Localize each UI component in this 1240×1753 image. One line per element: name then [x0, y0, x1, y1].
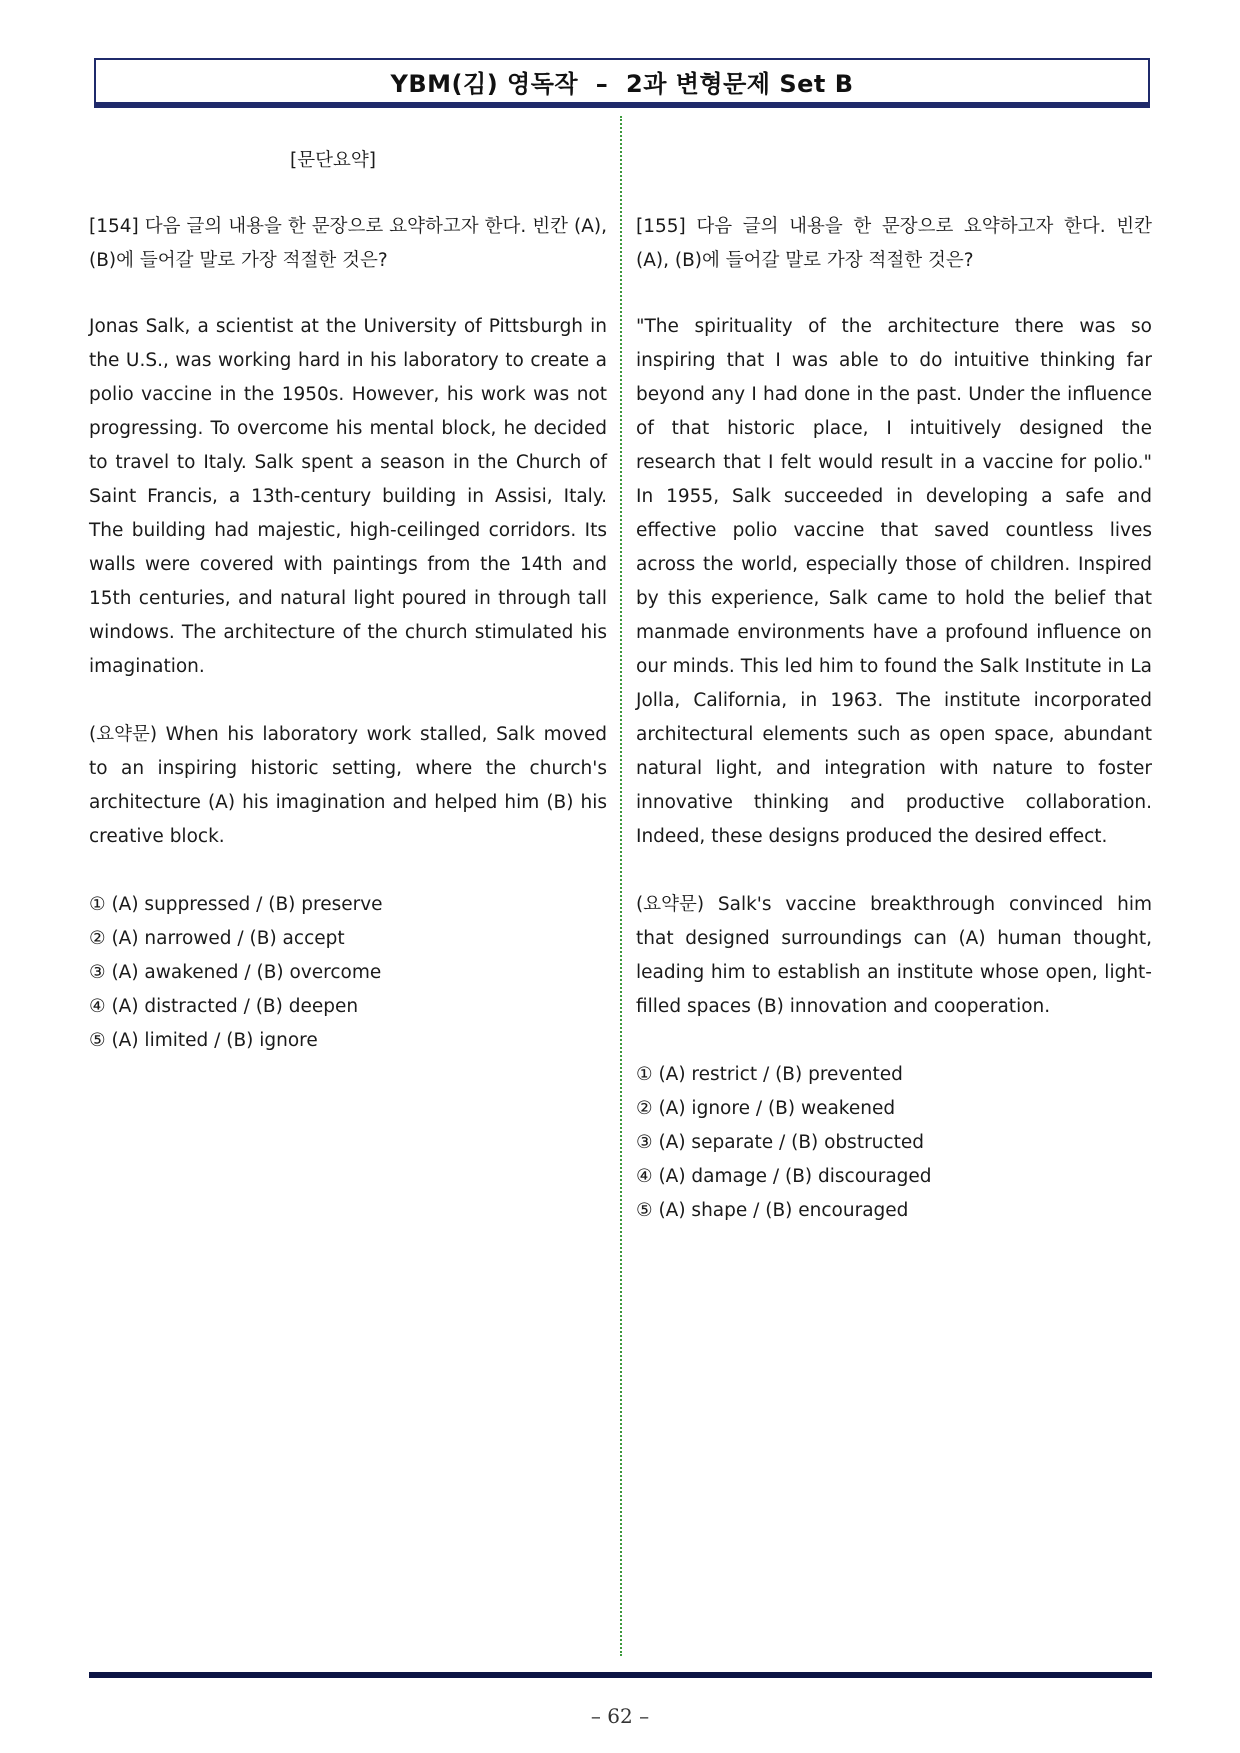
- section-label: [문단요약]: [290, 150, 376, 171]
- summary-154: (요약문) When his laboratory work stalled, Salk moved to an inspiring historic setting, where the church's architecture (A) his imagination and helped him (B) his creative block.: [89, 724, 607, 847]
- options-155: [636, 1058, 1152, 1228]
- footer-rule: [89, 1672, 1152, 1678]
- option-3[interactable]: ③ (A) awakened / (B) overcome: [89, 962, 382, 983]
- option-1[interactable]: ① (A) restrict / (B) prevented: [636, 1064, 903, 1085]
- page-header: [94, 58, 1150, 104]
- option-3[interactable]: ③ (A) separate / (B) obstructed: [636, 1132, 924, 1153]
- right-spacer: [636, 144, 1152, 178]
- question-155: [155] 다음 글의 내용을 한 문장으로 요약하고자 한다. 빈칸 (A), (B)에 들어갈 말로 가장 적절한 것은?: [636, 216, 1152, 271]
- option-4[interactable]: ④ (A) damage / (B) discouraged: [636, 1166, 932, 1187]
- option-5[interactable]: ⑤ (A) limited / (B) ignore: [89, 1030, 318, 1051]
- column-divider: [620, 116, 622, 1656]
- question-154: [154] 다음 글의 내용을 한 문장으로 요약하고자 한다. 빈칸 (A), (B)에 들어갈 말로 가장 적절한 것은?: [89, 216, 607, 271]
- page-title: YBM(김) 영독작 – 2과 변형문제 Set B: [390, 69, 854, 98]
- option-2[interactable]: ② (A) ignore / (B) weakened: [636, 1098, 896, 1119]
- option-2[interactable]: ② (A) narrowed / (B) accept: [89, 928, 345, 949]
- options-154: [89, 888, 607, 1058]
- right-column: [636, 144, 1152, 1228]
- passage-154: Jonas Salk, a scientist at the University of Pittsburgh in the U.S., was working hard in his laboratory to create a polio vaccine in the 1950s. However, his work was not progressing. To overcome his mental block, he decided to travel to Italy. Salk spent a season in the Church of Saint Francis, a 13th-century building in Assisi, Italy. The building had majestic, high-ceilinged corridors. Its walls were covered with paintings from the 14th and 15th centuries, and natural light poured in through tall windows. The architecture of the church stimulated his imagination.: [89, 316, 607, 677]
- left-column: [89, 144, 607, 1058]
- option-5[interactable]: ⑤ (A) shape / (B) encouraged: [636, 1200, 909, 1221]
- page-number: – 62 –: [590, 1704, 650, 1728]
- option-4[interactable]: ④ (A) distracted / (B) deepen: [89, 996, 359, 1017]
- passage-155: "The spirituality of the architecture there was so inspiring that I was able to do intuitive thinking far beyond any I had done in the past. Under the influence of that historic place, I intuitively designed the research that I felt would result in a vaccine for polio." In 1955, Salk succeeded in developing a safe and effective polio vaccine that saved countless lives across the world, especially those of children. Inspired by this experience, Salk came to hold the belief that manmade environments have a profound influence on our minds. This led him to found the Salk Institute in La Jolla, California, in 1963. The institute incorporated architectural elements such as open space, abundant natural light, and integration with nature to foster innovative thinking and productive collaboration. Indeed, these designs produced the desired effect.: [636, 316, 1152, 847]
- option-1[interactable]: ① (A) suppressed / (B) preserve: [89, 894, 383, 915]
- summary-155: (요약문) Salk's vaccine breakthrough convinced him that designed surroundings can (A) human thought, leading him to establish an institute whose open, light-filled spaces (B) innovation and cooperation.: [636, 894, 1152, 1017]
